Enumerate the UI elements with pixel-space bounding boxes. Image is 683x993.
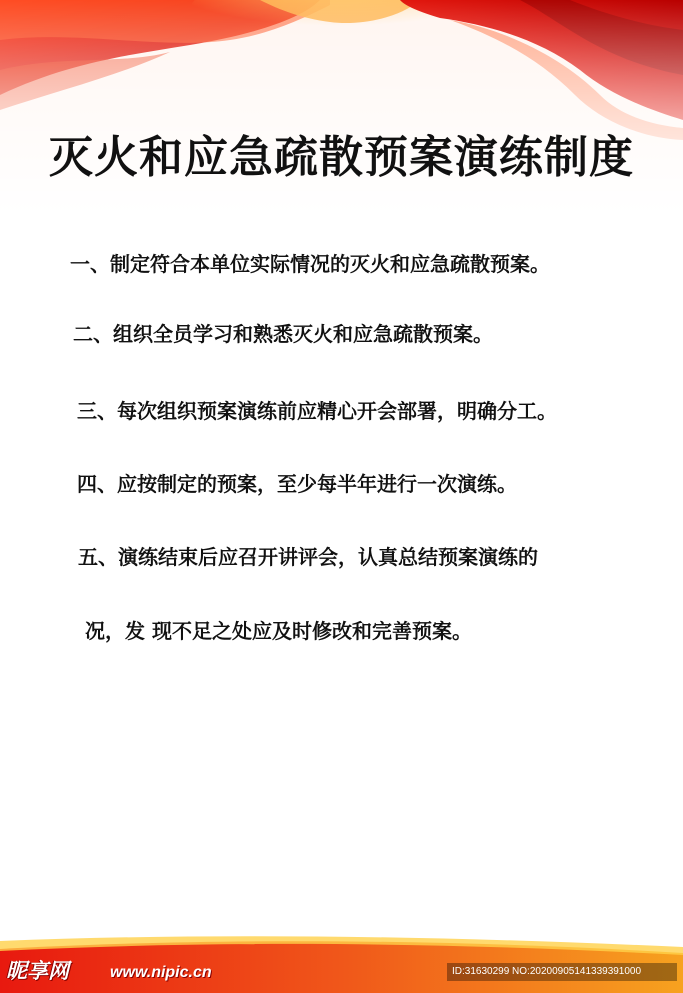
clause-4: 四、应按制定的预案，至少每半年进行一次演练。 [77,472,517,496]
watermark-id: ID:31630299 NO:20200905141339391000 [452,966,642,977]
clause-5-line-1: 五、演练结束后应召开讲评会，认真总结预案演练的 [78,545,538,569]
clause-2: 二、组织全员学习和熟悉灭火和应急疏散预案。 [73,322,493,346]
poster-title: 灭火和应急疏散预案演练制度 [49,132,634,183]
site-logo: 昵享网 [6,959,69,983]
clause-3: 三、每次组织预案演练前应精心开会部署，明确分工。 [77,399,557,423]
clause-1: 一、制定符合本单位实际情况的灭火和应急疏散预案。 [70,252,550,276]
site-url: www.nipic.cn [110,964,212,981]
clause-5-line-2: 况，发 现不足之处应及时修改和完善预案。 [85,619,472,643]
